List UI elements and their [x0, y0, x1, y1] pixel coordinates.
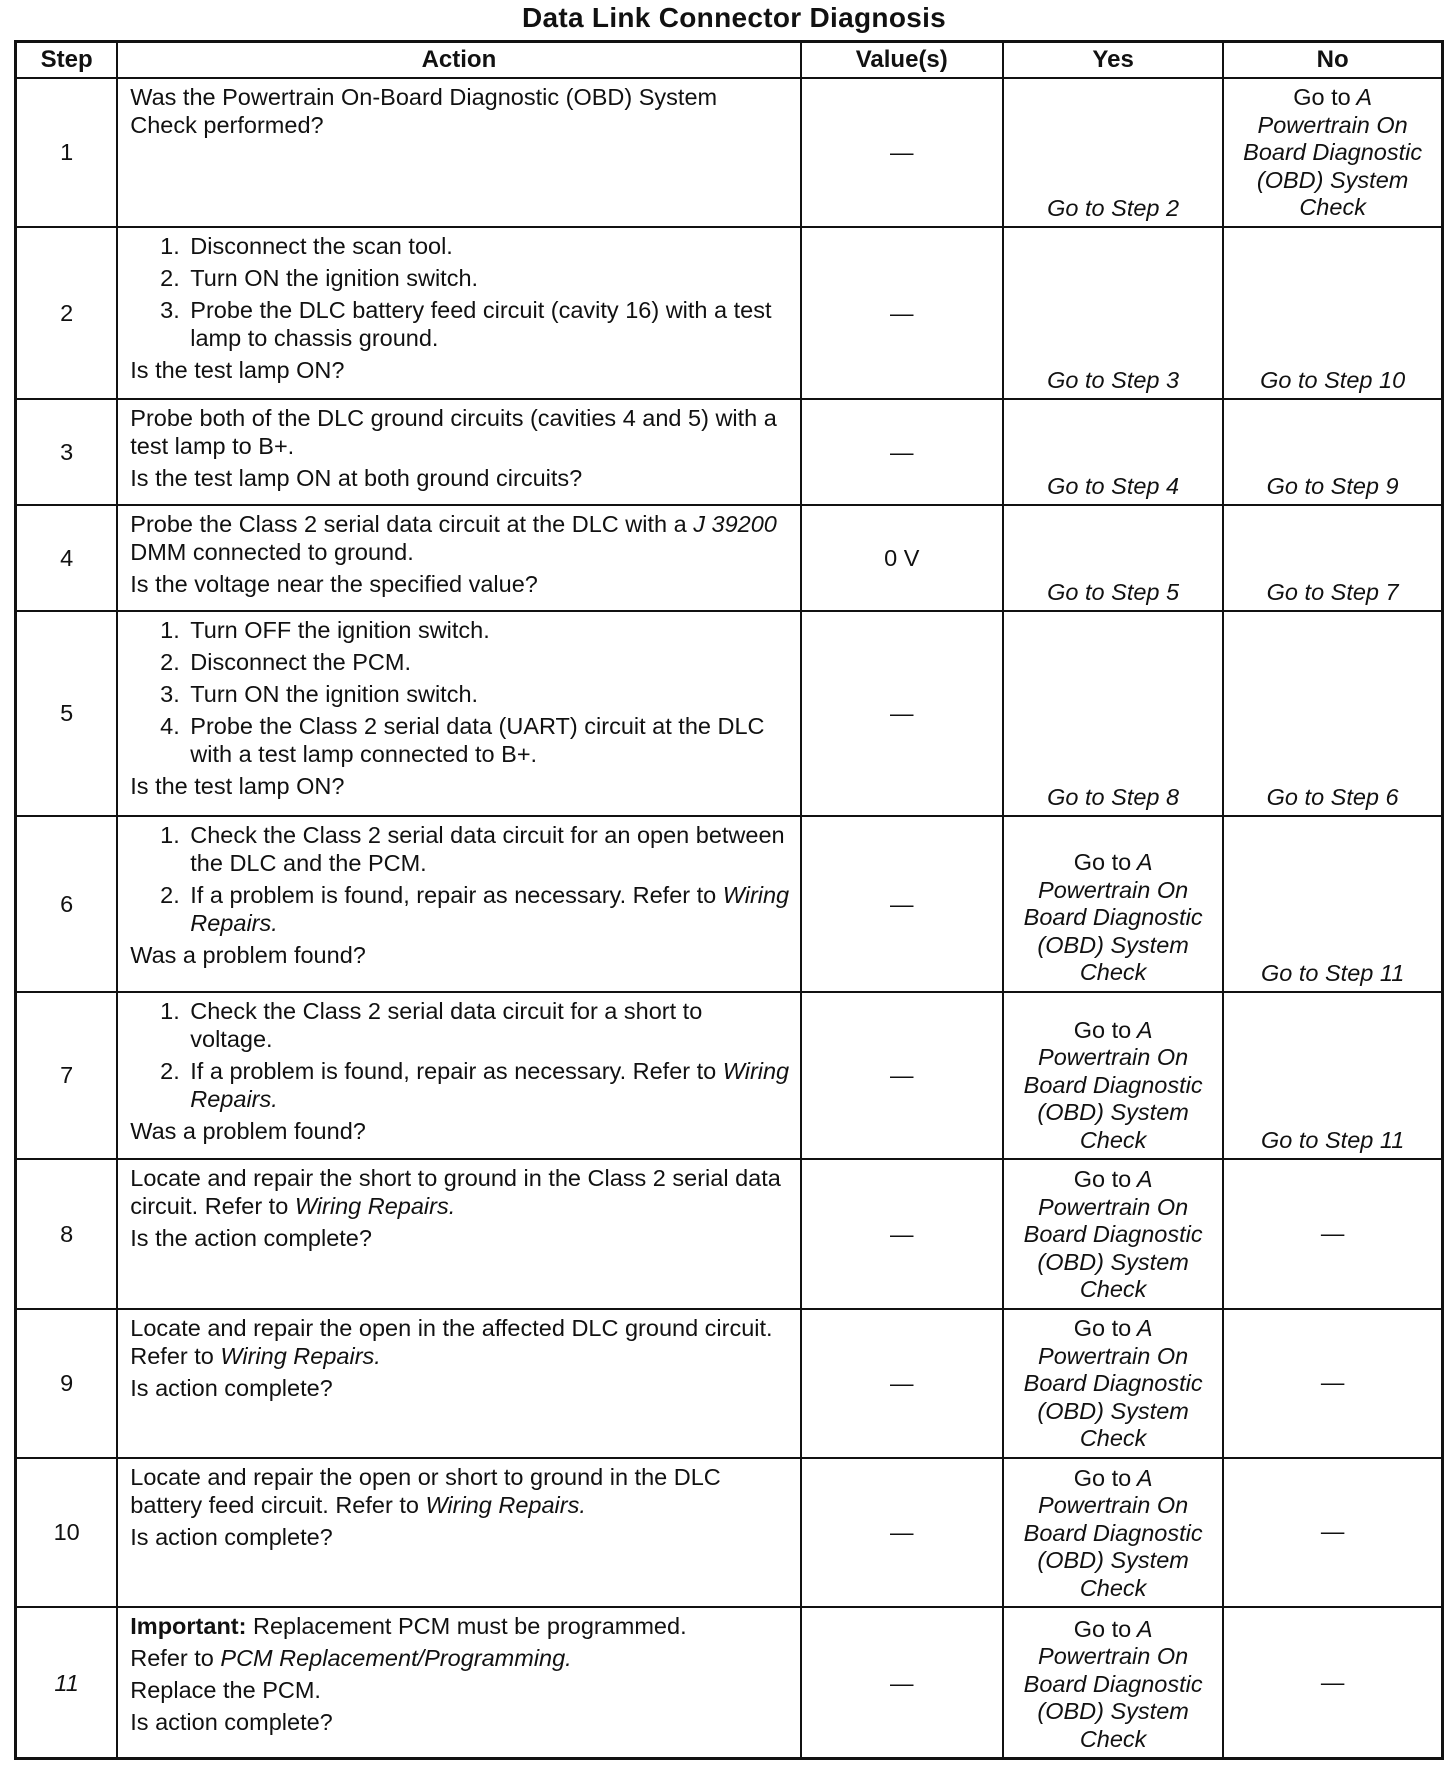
obd-letter: A — [1136, 1166, 1153, 1193]
wiring-repairs-ref: Wiring Repairs. — [425, 1491, 586, 1518]
action-list-item: 4. Probe the Class 2 serial data (UART) circuit at the DLC with a test lamp connected to B+. — [186, 712, 789, 768]
col-header-values: Value(s) — [801, 42, 1003, 79]
step-number: 3 — [16, 399, 118, 505]
action-text-part: Locate and repair the open in the affected DLC ground circuit. Refer to — [130, 1314, 773, 1369]
obd-line: (OBD) System — [1037, 1248, 1189, 1275]
action-list — [130, 821, 789, 937]
action-list-item: 1. Disconnect the scan tool. — [186, 232, 789, 260]
action-cell — [117, 992, 800, 1160]
action-text-part: Locate and repair the short to ground in the Class 2 serial data circuit. Refer to — [130, 1165, 781, 1220]
step-number: 8 — [16, 1159, 118, 1308]
table-row — [16, 399, 1443, 505]
obd-line: Check — [1079, 1126, 1147, 1153]
yes-cell — [1003, 992, 1223, 1160]
diagnosis-table — [14, 40, 1444, 1760]
action-text — [130, 1463, 789, 1519]
no-cell: Go to Step 11 — [1223, 816, 1442, 992]
yes-cell — [1003, 1458, 1223, 1607]
obd-line: Board Diagnostic — [1023, 1670, 1203, 1697]
step-number: 2 — [16, 227, 118, 399]
action-cell — [117, 399, 800, 505]
wiring-repairs-ref: Wiring Repairs. — [294, 1193, 456, 1220]
action-text — [130, 1314, 789, 1370]
value-cell: — — [801, 1607, 1003, 1758]
action-text-part: Locate and repair the open or short to ground in the DLC battery feed circuit. Refer to — [130, 1463, 721, 1518]
value-cell: — — [801, 992, 1003, 1160]
action-cell — [117, 227, 800, 399]
yes-cell — [1003, 816, 1223, 992]
col-header-no: No — [1223, 42, 1442, 79]
obd-go-to: Go to — [1073, 1315, 1132, 1342]
value-cell: — — [801, 1159, 1003, 1308]
step-number: 11 — [16, 1607, 118, 1758]
obd-line: Powertrain On — [1038, 876, 1189, 903]
action-question: Is action complete? — [130, 1374, 333, 1401]
value-cell: — — [801, 78, 1003, 227]
important-text: Replacement PCM must be programmed. — [252, 1613, 687, 1640]
action-cell — [117, 505, 800, 611]
obd-line: Check — [1079, 1574, 1147, 1601]
action-question: Is action complete? — [130, 1709, 333, 1736]
refer-line — [130, 1644, 789, 1672]
obd-line: Check — [1079, 1276, 1147, 1303]
header-row — [16, 42, 1443, 79]
no-cell: — — [1223, 1159, 1442, 1308]
step-number: 6 — [16, 816, 118, 992]
action-cell — [117, 1309, 800, 1458]
action-list-item: 3. Probe the DLC battery feed circuit (cavity 16) with a test lamp to chassis ground. — [186, 296, 789, 352]
table-row — [16, 1607, 1443, 1758]
obd-line: Powertrain On — [1038, 1342, 1189, 1369]
table-row — [16, 227, 1443, 399]
wiring-repairs-ref: Wiring Repairs. — [220, 1342, 381, 1369]
no-cell: — — [1223, 1309, 1442, 1458]
action-text — [130, 1164, 789, 1220]
obd-go-to: Go to — [1073, 1166, 1132, 1193]
obd-go-to: Go to — [1073, 1016, 1132, 1043]
col-header-yes: Yes — [1003, 42, 1223, 79]
no-cell: Go to Step 10 — [1223, 227, 1442, 399]
action-list-item: 1. Check the Class 2 serial data circuit for an open between the DLC and the PCM. — [186, 821, 789, 877]
obd-line: Board Diagnostic — [1023, 904, 1203, 931]
action-question: Is the test lamp ON? — [130, 356, 345, 383]
wiring-repairs-ref: Wiring Repairs. — [190, 1057, 790, 1112]
obd-line: (OBD) System — [1037, 1397, 1189, 1424]
obd-go-to: Go to — [1073, 1464, 1132, 1491]
action-list-item: 2. Turn ON the ignition switch. — [186, 264, 789, 292]
obd-line: (OBD) System — [1256, 166, 1409, 193]
action-list-item: 3. Turn ON the ignition switch. — [186, 680, 789, 708]
action-text: Was the Powertrain On-Board Diagnostic (OBD) System Check performed? — [130, 84, 718, 138]
action-list-item — [186, 1057, 789, 1113]
replace-line: Replace the PCM. — [130, 1677, 321, 1704]
step-number: 7 — [16, 992, 118, 1160]
step-number: 4 — [16, 505, 118, 611]
value-cell: — — [801, 816, 1003, 992]
obd-line: (OBD) System — [1037, 1698, 1189, 1724]
obd-letter: A — [1136, 1464, 1153, 1491]
table-row — [16, 1458, 1443, 1607]
refer-text: Refer to — [130, 1645, 214, 1672]
table-row — [16, 611, 1443, 816]
action-question: Was a problem found? — [130, 1117, 366, 1144]
action-question: Is the test lamp ON? — [130, 773, 345, 800]
obd-line: Powertrain On — [1038, 1492, 1189, 1519]
tool-name: J 39200 — [693, 510, 777, 537]
obd-line: Board Diagnostic — [1023, 1370, 1203, 1397]
yes-cell: Go to Step 5 — [1003, 505, 1223, 611]
obd-line: Check — [1079, 1725, 1147, 1752]
no-cell: Go to Step 11 — [1223, 992, 1442, 1160]
action-text-part: If a problem is found, repair as necessary. Refer to — [190, 881, 717, 908]
important-label: Important: — [130, 1613, 247, 1640]
obd-letter: A — [1136, 849, 1153, 876]
action-list-item — [186, 881, 789, 937]
table-row — [16, 1159, 1443, 1308]
value-cell: — — [801, 1458, 1003, 1607]
obd-letter: A — [1356, 84, 1373, 111]
action-text — [130, 510, 789, 566]
action-list-item: 2. Disconnect the PCM. — [186, 648, 789, 676]
action-question: Is action complete? — [130, 1523, 333, 1550]
action-list-item: 1. Turn OFF the ignition switch. — [186, 616, 789, 644]
action-cell — [117, 816, 800, 992]
value-cell: — — [801, 1309, 1003, 1458]
action-text-part: Probe the Class 2 serial data circuit at the DLC with a — [130, 510, 687, 537]
action-cell — [117, 1458, 800, 1607]
table-row — [16, 816, 1443, 992]
obd-letter: A — [1136, 1615, 1153, 1642]
no-cell — [1223, 78, 1442, 227]
obd-go-to: Go to — [1073, 1615, 1132, 1642]
obd-line: Powertrain On — [1038, 1643, 1189, 1669]
action-cell — [117, 1159, 800, 1308]
value-cell: 0 V — [801, 505, 1003, 611]
table-row — [16, 78, 1443, 227]
yes-cell: Go to Step 3 — [1003, 227, 1223, 399]
value-cell: — — [801, 611, 1003, 816]
obd-line: Board Diagnostic — [1023, 1221, 1203, 1248]
wiring-repairs-ref: Wiring Repairs. — [190, 881, 790, 936]
obd-letter: A — [1136, 1315, 1153, 1342]
step-number: 9 — [16, 1309, 118, 1458]
action-cell — [117, 78, 800, 227]
yes-cell — [1003, 1607, 1223, 1758]
action-text-part: DMM connected to ground. — [130, 538, 414, 565]
action-list — [130, 232, 789, 352]
yes-cell: Go to Step 2 — [1003, 78, 1223, 227]
no-cell: Go to Step 7 — [1223, 505, 1442, 611]
no-cell: — — [1223, 1607, 1442, 1758]
yes-cell: Go to Step 4 — [1003, 399, 1223, 505]
table-row — [16, 992, 1443, 1160]
obd-line: Board Diagnostic — [1243, 139, 1423, 166]
action-text-part: If a problem is found, repair as necessary. Refer to — [190, 1057, 717, 1084]
obd-line: (OBD) System — [1037, 1099, 1189, 1126]
page-title: Data Link Connector Diagnosis — [521, 2, 947, 33]
table-row — [16, 1309, 1443, 1458]
action-question: Is the action complete? — [130, 1225, 372, 1252]
yes-cell — [1003, 1159, 1223, 1308]
step-number: 5 — [16, 611, 118, 816]
col-header-step: Step — [16, 42, 118, 79]
obd-line: Check — [1299, 194, 1366, 221]
obd-letter: A — [1136, 1016, 1153, 1043]
obd-go-to: Go to — [1293, 84, 1351, 111]
action-question: Is the test lamp ON at both ground circuits? — [130, 464, 583, 491]
col-header-action: Action — [117, 42, 800, 79]
pcm-programming-ref: PCM Replacement/Programming. — [220, 1645, 572, 1672]
obd-line: Board Diagnostic — [1023, 1071, 1203, 1098]
obd-line: Check — [1079, 959, 1147, 986]
obd-line: Powertrain On — [1038, 1193, 1189, 1220]
no-cell: — — [1223, 1458, 1442, 1607]
action-cell — [117, 611, 800, 816]
action-list — [130, 997, 789, 1113]
yes-cell: Go to Step 8 — [1003, 611, 1223, 816]
value-cell: — — [801, 399, 1003, 505]
obd-line: Powertrain On — [1257, 111, 1408, 138]
obd-line: Check — [1079, 1425, 1147, 1452]
action-cell — [117, 1607, 800, 1758]
obd-line: (OBD) System — [1037, 1547, 1189, 1574]
obd-line: Board Diagnostic — [1023, 1519, 1203, 1546]
important-note — [130, 1612, 789, 1640]
obd-line: (OBD) System — [1037, 931, 1189, 958]
obd-go-to: Go to — [1073, 849, 1132, 876]
action-list — [130, 616, 789, 768]
action-question: Is the voltage near the specified value? — [130, 570, 538, 597]
obd-line: Powertrain On — [1038, 1044, 1189, 1071]
yes-cell — [1003, 1309, 1223, 1458]
value-cell: — — [801, 227, 1003, 399]
no-cell: Go to Step 6 — [1223, 611, 1442, 816]
action-text: Probe both of the DLC ground circuits (cavities 4 and 5) with a test lamp to B+. — [130, 404, 777, 459]
action-question: Was a problem found? — [130, 941, 366, 968]
no-cell: Go to Step 9 — [1223, 399, 1442, 505]
table-row — [16, 505, 1443, 611]
step-number: 1 — [16, 78, 118, 227]
action-list-item: 1. Check the Class 2 serial data circuit for a short to voltage. — [186, 997, 789, 1053]
step-number: 10 — [16, 1458, 118, 1607]
